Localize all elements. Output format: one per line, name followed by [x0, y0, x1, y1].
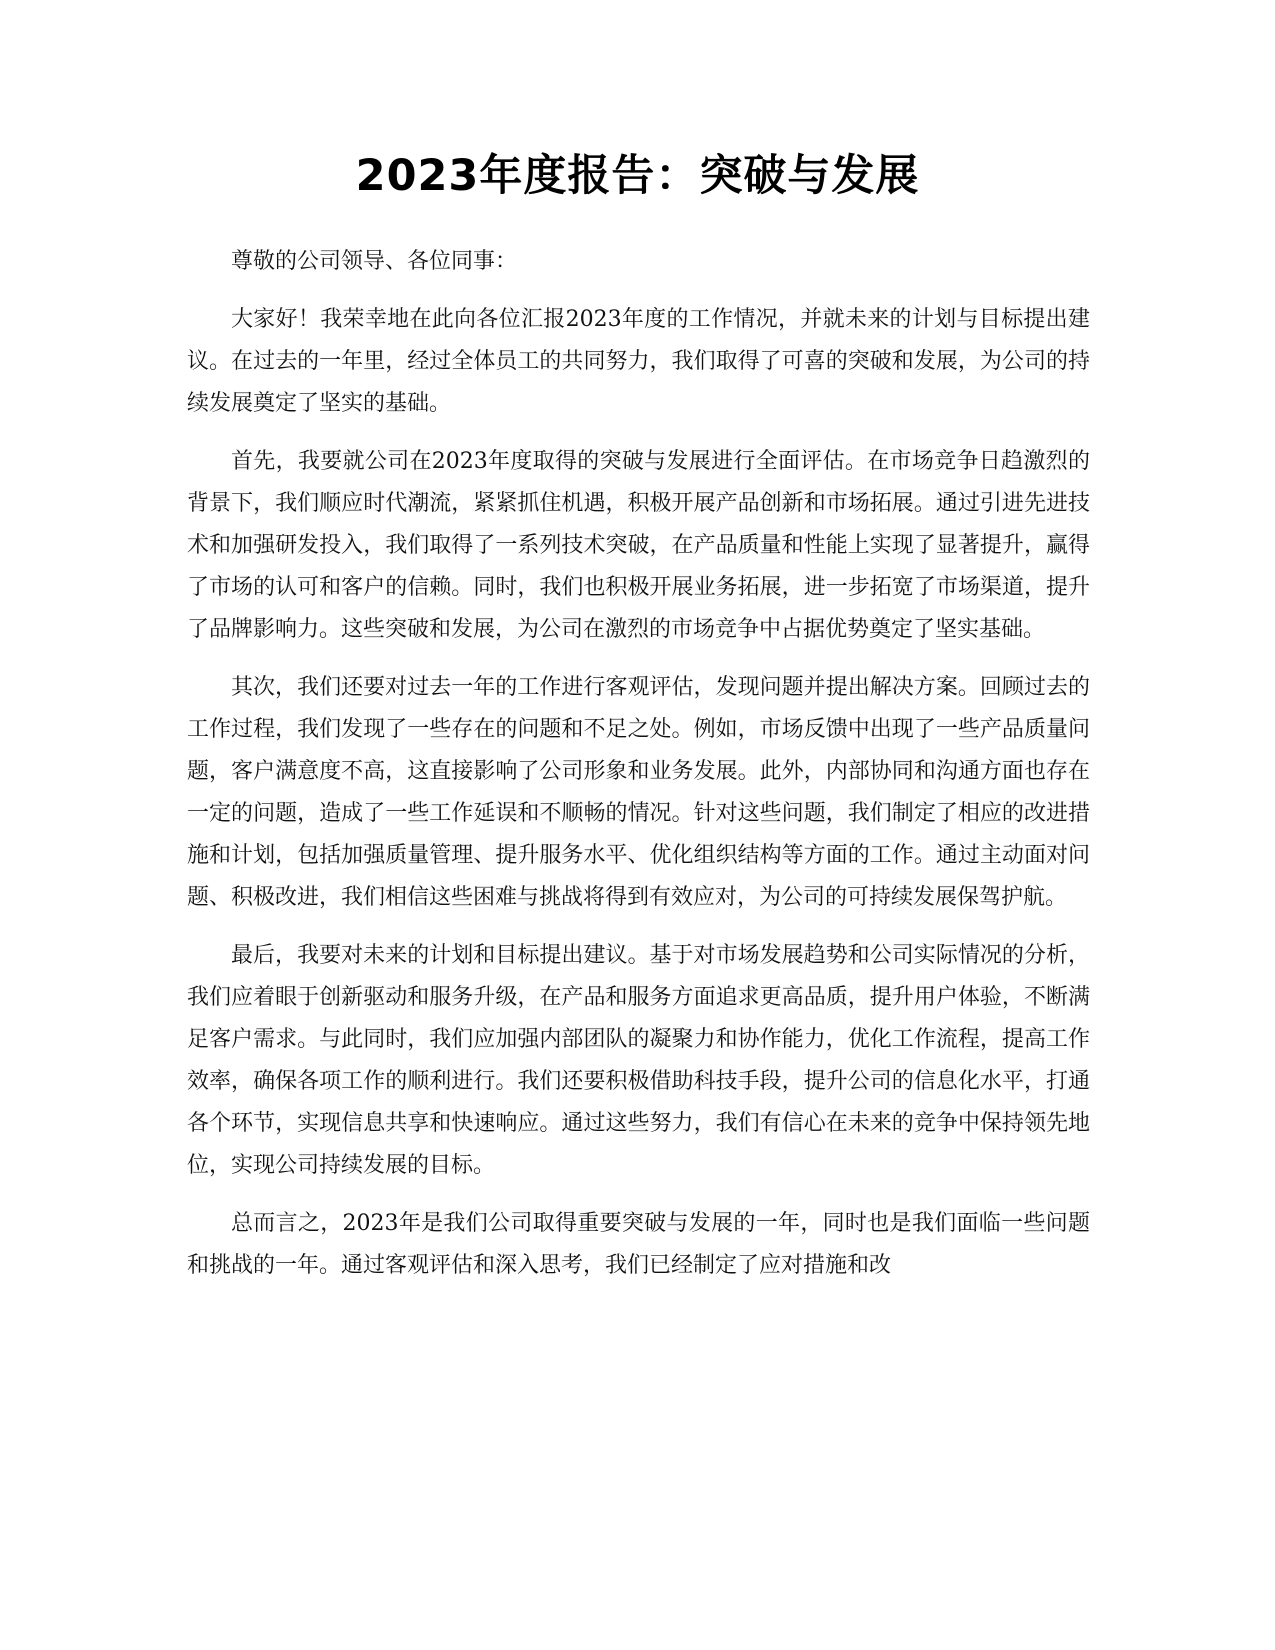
problems-paragraph: 其次，我们还要对过去一年的工作进行客观评估，发现问题并提出解决方案。回顾过去的工作过程，我们发现了一些存在的问题和不足之处。例如，市场反馈中出现了一些产品质量问题，客户满意度不高，这直接影响了公司形象和业务发展。此外，内部协同和沟通方面也存在一定的问题，造成了一些工作延误和不顺畅的情况。针对这些问题，我们制定了相应的改进措施和计划，包括加强质量管理、提升服务水平、优化组织结构等方面的工作。通过主动面对问题、积极改进，我们相信这些困难与挑战将得到有效应对，为公司的可持续发展保驾护航。 [187, 675, 1090, 910]
greeting-paragraph: 尊敬的公司领导、各位同事： [231, 249, 518, 274]
summary-paragraph: 总而言之，2023年是我们公司取得重要突破与发展的一年，同时也是我们面临一些问题和挑战的一年。通过客观评估和深入思考，我们已经制定了应对措施和改 [187, 1211, 1090, 1278]
document-title: 2023年度报告：突破与发展 [355, 151, 920, 201]
achievements-paragraph: 首先，我要就公司在2023年度取得的突破与发展进行全面评估。在市场竞争日趋激烈的背景下，我们顺应时代潮流，紧紧抓住机遇，积极开展产品创新和市场拓展。通过引进先进技术和加强研发投入，我们取得了一系列技术突破，在产品质量和性能上实现了显著提升，赢得了市场的认可和客户的信赖。同时，我们也积极开展业务拓展，进一步拓宽了市场渠道，提升了品牌影响力。这些突破和发展，为公司在激烈的市场竞争中占据优势奠定了坚实基础。 [187, 449, 1090, 642]
document-body [187, 241, 1090, 1303]
intro-paragraph: 大家好！我荣幸地在此向各位汇报2023年度的工作情况，并就未来的计划与目标提出建议。在过去的一年里，经过全体员工的共同努力，我们取得了可喜的突破和发展，为公司的持续发展奠定了坚实的基础。 [187, 307, 1090, 416]
future-plans-paragraph: 最后，我要对未来的计划和目标提出建议。基于对市场发展趋势和公司实际情况的分析，我们应着眼于创新驱动和服务升级，在产品和服务方面追求更高品质，提升用户体验，不断满足客户需求。与此同时，我们应加强内部团队的凝聚力和协作能力，优化工作流程，提高工作效率，确保各项工作的顺利进行。我们还要积极借助科技手段，提升公司的信息化水平，打通各个环节，实现信息共享和快速响应。通过这些努力，我们有信心在未来的竞争中保持领先地位，实现公司持续发展的目标。 [187, 943, 1090, 1178]
